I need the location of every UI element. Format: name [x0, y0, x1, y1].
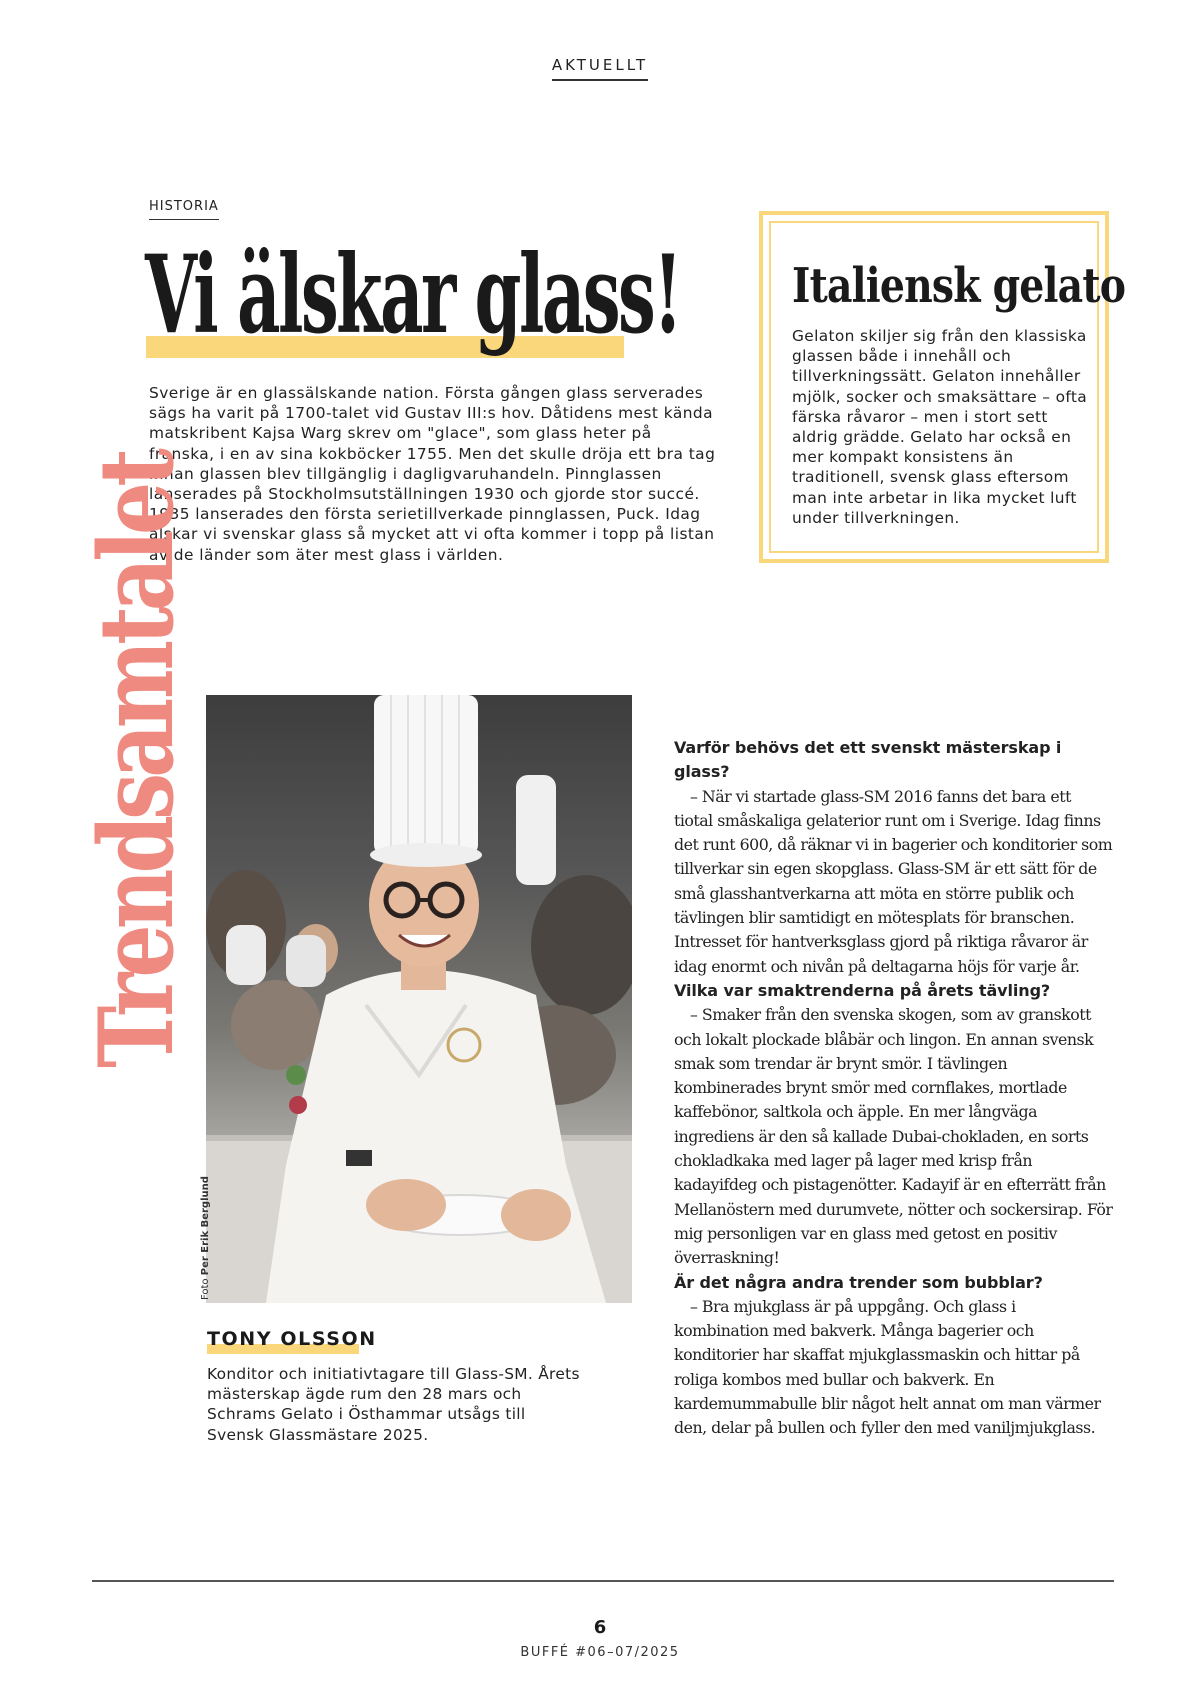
photo-credit: [200, 1176, 211, 1300]
chef-photo: [206, 695, 632, 1303]
history-headline: Vi älskar glass!: [145, 232, 681, 358]
interview-answer: – När vi startade glass-SM 2016 fanns det bara ett tiotal småskaliga gelaterior runt om i Sverige. Idag finns det runt 600, då räknar vi in bagerier och konditorier som tillverkar sin egen skopglass. Glass-SM är ett sätt för de små glasshantverkarna att möta en större publik och tävlingen blir samtidigt en mötesplats för branschen. Intresset för hantverksglass gjord på riktiga råvaror är idag enormt och nivån på deltagarna höjs för varje år.: [674, 786, 1113, 976]
interview-question: Vilka var smaktrenderna på årets tävling?: [674, 980, 1051, 1000]
sidebar-body: Gelaton skiljer sig från den klassiska glassen både i innehåll och tillverkningssätt. Gelaton innehåller mjölk, socker och smaksättare – ofta färska råvaror – men i stort sett aldrig grädde. Gelato har också en mer kompakt konsistens än traditionell, svensk glass eftersom man inte arbetar in lika mycket luft under tillverkningen.: [792, 327, 1088, 527]
history-kicker: HISTORIA: [149, 199, 219, 220]
photo-credit-prefix: Foto: [200, 1278, 211, 1300]
page-number: 6: [593, 1617, 607, 1638]
caption-person-name: TONY OLSSON: [207, 1328, 377, 1350]
section-label: AKTUELLT: [552, 56, 648, 81]
caption-person-text: Konditor och initiativtagare till Glass-SM. Årets mästerskap ägde rum den 28 mars och Schrams Gelato i Östhammar utsågs till Svensk Glassmästare 2025.: [207, 1365, 580, 1444]
interview-answer: – Bra mjukglass är på uppgång. Och glass i kombination med bakverk. Många bagerier och konditorier har skaffat mjukglassmaskin och hittar på roliga kombos med bullar och bakverk. En kardemummabulle blir något helt annat om man värmer den, delar på bullen och fyller den med vaniljmjukglass.: [674, 1296, 1101, 1438]
sidebar-title: Italiensk gelato: [792, 258, 1126, 314]
vertical-heading: [77, 452, 197, 1068]
photo-credit-name: Per Erik Berglund: [200, 1176, 211, 1276]
interview-column: [674, 736, 1114, 1441]
vertical-heading-text: Trendsamtalet: [77, 452, 197, 1068]
history-body: Sverige är en glassälskande nation. Första gången glass serverades sägs ha varit på 1700-talet vid Gustav III:s hov. Dåtidens mest kända matskribent Kajsa Warg skrev om "glace", som glass heter på franska, i en av sina kokböcker 1755. Men det skulle dröja ett bra tag innan glassen blev tillgänglig i dagligvaruhandeln. Pinnglassen lanserades på Stockholmsutställningen 1930 och gjorde stor succé. 1935 lanserades den första serietillverkade pinnglassen, Puck. Idag älskar vi svenskar glass så mycket att vi ofta kommer i topp på listan av de länder som äter mest glass i världen.: [149, 384, 716, 564]
interview-question: Varför behövs det ett svenskt mästerskap i glass?: [674, 738, 1062, 782]
chef-photo-illustration: [206, 695, 632, 1303]
interview-question: Är det några andra trender som bubblar?: [674, 1272, 1043, 1292]
section-tag: [0, 56, 1200, 81]
footer-rule: [92, 1580, 1114, 1582]
interview-answer: – Smaker från den svenska skogen, som av granskott och lokalt plockade blåbär och lingon. En annan svensk smak som trendar är brynt smör. I tävlingen kombinerades brynt smör med cornflakes, mortlade kaffebönor, saltkola och äpple. En mer långväga ingrediens är den så kallade Dubai-chokladen, en sorts chokladkaka med lager på lager med krisp från kadayifdeg och pistagenötter. Kadayif är en efterrätt från Mellanöstern med durumvete, nötter och sockersirap. För mig personligen var en glass med getost en positiv överraskning!: [674, 1005, 1113, 1268]
footer-issue: BUFFÉ #06–07/2025: [520, 1645, 680, 1660]
